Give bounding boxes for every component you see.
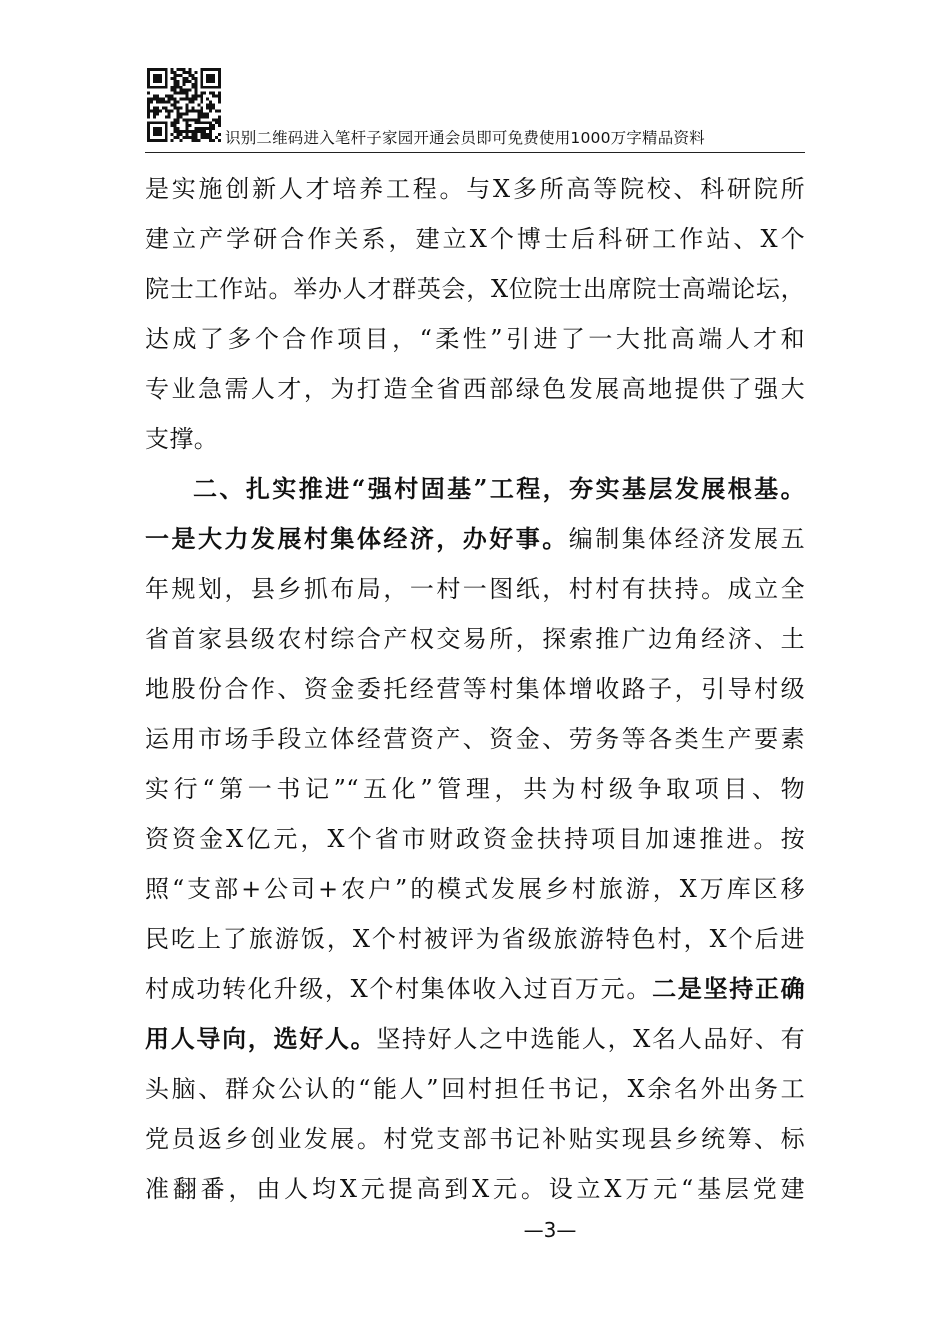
text-line [145, 214, 805, 264]
page-number-footer [0, 1218, 950, 1242]
text-line [145, 514, 805, 564]
bold-text-run: 二是坚持正确 [652, 974, 805, 1003]
text-line [145, 264, 805, 314]
text-line [145, 814, 805, 864]
text-line [145, 614, 805, 664]
text-line [145, 364, 805, 414]
text-run: 照“支部+公司+农户”的模式发展乡村旅游，X万库区移 [145, 875, 805, 903]
header-note: 识别二维码进入笔杆子家园开通会员即可免费使用1000万字精品资料 [225, 129, 705, 147]
header-divider [145, 152, 805, 153]
text-run: 地股份合作、资金委托经营等村集体增收路子，引导村级 [145, 675, 805, 703]
text-line [145, 414, 805, 464]
text-line [145, 464, 805, 514]
text-run: 院士工作站。举办人才群英会，X位院士出席院士高端论坛， [145, 275, 805, 303]
text-run: 准翻番，由人均X元提高到X元。设立X万元“基层党建 [145, 1175, 805, 1203]
text-run: 省首家县级农村综合产权交易所，探索推广边角经济、土 [145, 625, 805, 653]
paragraph [145, 164, 805, 464]
text-run: 实行“第一书记”“五化”管理，共为村级争取项目、物 [145, 775, 805, 803]
text-line [145, 964, 805, 1014]
text-run: 坚持好人之中选能人，X名人品好、有 [376, 1025, 805, 1053]
text-line [145, 714, 805, 764]
text-run: 民吃上了旅游饭，X个村被评为省级旅游特色村，X个后进 [145, 925, 805, 953]
text-line [145, 1014, 805, 1064]
text-run: 建立产学研合作关系，建立X个博士后科研工作站、X个 [145, 225, 805, 253]
text-run: 年规划，县乡抓布局，一村一图纸，村村有扶持。成立全 [145, 575, 805, 603]
text-line [145, 1064, 805, 1114]
document-body [145, 164, 805, 1214]
text-line [145, 1114, 805, 1164]
text-line [145, 314, 805, 364]
text-line [145, 1164, 805, 1214]
bold-text-run: 二、扎实推进“强村固基”工程，夯实基层发展根基。 [193, 474, 805, 503]
text-run: 专业急需人才，为打造全省西部绿色发展高地提供了强大 [145, 375, 805, 403]
text-line [145, 914, 805, 964]
bold-text-run: 一是大力发展村集体经济，办好事。 [145, 524, 569, 553]
page-number: —3— [523, 1218, 577, 1242]
qr-code-icon[interactable] [147, 68, 221, 142]
text-line [145, 664, 805, 714]
text-run: 达成了多个合作项目，“柔性”引进了一大批高端人才和 [145, 325, 805, 353]
page-header [145, 66, 805, 154]
text-line [145, 164, 805, 214]
text-run: 是实施创新人才培养工程。与X多所高等院校、科研院所 [145, 175, 805, 203]
text-run: 支撑。 [145, 425, 219, 453]
text-run: 运用市场手段立体经营资产、资金、劳务等各类生产要素 [145, 725, 805, 753]
paragraph [145, 464, 805, 1214]
text-run: 党员返乡创业发展。村党支部书记补贴实现县乡统筹、标 [145, 1125, 805, 1153]
text-line [145, 764, 805, 814]
text-run: 村成功转化升级，X个村集体收入过百万元。 [145, 975, 653, 1003]
text-run: 编制集体经济发展五 [568, 525, 805, 553]
text-run: 头脑、群众公认的“能人”回村担任书记，X余名外出务工 [145, 1075, 805, 1103]
bold-text-run: 用人导向，选好人。 [145, 1024, 377, 1053]
text-line [145, 864, 805, 914]
text-line [145, 564, 805, 614]
text-run: 资资金X亿元，X个省市财政资金扶持项目加速推进。按 [145, 825, 805, 853]
